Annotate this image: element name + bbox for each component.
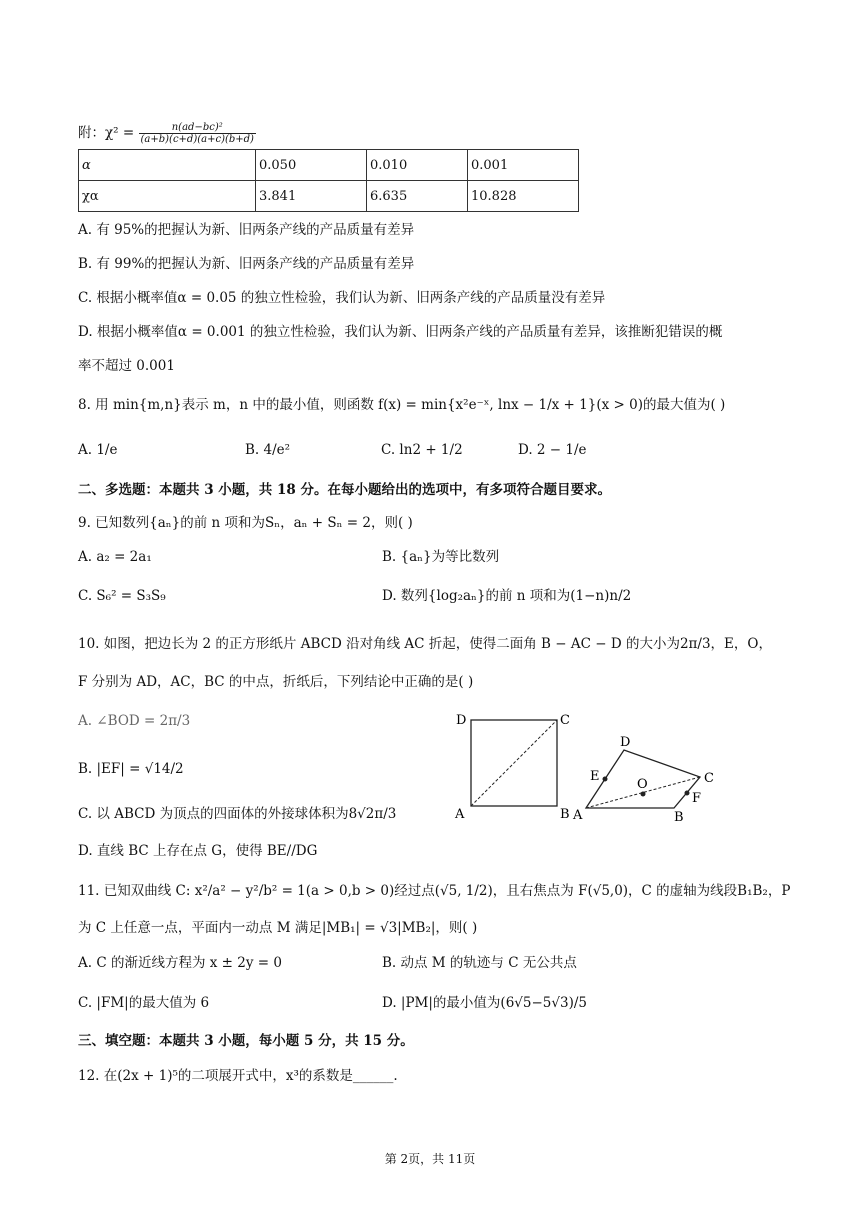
label-o: O	[637, 777, 648, 792]
q11-stem-line2: 为 C 上任意一点，平面内一动点 M 满足|MB₁| = √3|MB₂|，则( )	[78, 920, 478, 936]
label-c-folded: C	[704, 771, 714, 786]
point-f	[685, 791, 690, 796]
appendix-formula	[78, 122, 256, 145]
q7-option-b: B. 有 99%的把握认为新、旧两条产线的产品质量有差异	[78, 256, 415, 272]
label-b-folded: B	[674, 810, 684, 825]
label-c: C	[560, 713, 570, 728]
q8-option-c: C. ln2 + 1/2	[381, 442, 463, 458]
q10-folding-figure	[450, 706, 750, 826]
label-b: B	[560, 807, 570, 822]
q10-option-c: C. 以 ABCD 为顶点的四面体的外接球体积为8√2π/3	[78, 806, 397, 822]
q10-option-d: D. 直线 BC 上存在点 G，使得 BE//DG	[78, 843, 318, 859]
q9-option-c: C. S₆² = S₃S₉	[78, 588, 166, 604]
section-3-heading: 三、填空题：本题共 3 小题，每小题 5 分，共 15 分。	[78, 1033, 414, 1049]
diagonal-ac	[471, 720, 557, 806]
label-f: F	[692, 791, 702, 806]
q8-option-d: D. 2 − 1/e	[518, 442, 587, 458]
page-footer: 第 2页，共 11页	[384, 1152, 476, 1166]
table-cell: 10.828	[468, 181, 579, 212]
table-cell: 3.841	[256, 181, 367, 212]
table-cell: 0.010	[367, 150, 468, 181]
q11-option-a: A. C 的渐近线方程为 x ± 2y = 0	[78, 955, 282, 971]
q8-option-b: B. 4/e²	[245, 442, 291, 458]
table-cell: 0.001	[468, 150, 579, 181]
q7-option-d-line1: D. 根据小概率值α = 0.001 的独立性检验，我们认为新、旧两条产线的产品质量有差异，该推断犯错误的概	[78, 324, 723, 340]
q11-option-d: D. |PM|的最小值为(6√5−5√3)/5	[382, 995, 587, 1011]
q12-stem: 12. 在(2x + 1)⁵的二项展开式中，x³的系数是______.	[78, 1068, 398, 1084]
q8-option-a: A. 1/e	[78, 442, 118, 458]
q7-option-a: A. 有 95%的把握认为新、旧两条产线的产品质量有差异	[78, 222, 415, 238]
q9-option-a: A. a₂ = 2a₁	[78, 549, 152, 565]
q7-option-c: C. 根据小概率值α = 0.05 的独立性检验，我们认为新、旧两条产线的产品质量没有差异	[78, 290, 606, 306]
table-row	[79, 181, 579, 212]
label-d: D	[456, 713, 467, 728]
label-a: A	[455, 807, 465, 822]
label-d-folded: D	[620, 735, 631, 750]
table-cell: α	[79, 150, 256, 181]
critical-value-table	[78, 149, 579, 212]
q11-option-b: B. 动点 M 的轨迹与 C 无公共点	[382, 955, 577, 971]
q9-option-b: B. {aₙ}为等比数列	[382, 549, 500, 565]
table-row	[79, 150, 579, 181]
q11-option-c: C. |FM|的最大值为 6	[78, 995, 210, 1011]
label-e: E	[590, 769, 600, 784]
table-cell: 6.635	[367, 181, 468, 212]
formula-denominator: (a+b)(c+d)(a+c)(b+d)	[140, 134, 254, 145]
q8-stem: 8. 用 min{m,n}表示 m，n 中的最小值，则函数 f(x) = min{x²e⁻ˣ, lnx − 1/x + 1}(x > 0)的最大值为( )	[78, 397, 726, 413]
q7-option-d-line2: 率不超过 0.001	[78, 358, 175, 374]
chi-square-fraction	[139, 122, 256, 145]
q10-option-a: A. ∠BOD = 2π/3	[78, 713, 191, 729]
table-cell: 0.050	[256, 150, 367, 181]
q9-option-d: D. 数列{log₂aₙ}的前 n 项和为(1−n)n/2	[382, 588, 632, 604]
point-e	[603, 777, 608, 782]
appendix-label: 附：χ² =	[78, 125, 135, 141]
q11-stem-line1: 11. 已知双曲线 C: x²/a² − y²/b² = 1(a > 0,b > 0)经过点(√5, 1/2)，且右焦点为 F(√5,0)，C 的虚轴为线段B₁B₂，P	[78, 883, 791, 899]
section-2-heading: 二、多选题：本题共 3 小题，共 18 分。在每小题给出的选项中，有多项符合题目要求。	[78, 482, 611, 498]
q10-option-b: B. |EF| = √14/2	[78, 761, 184, 777]
label-a-folded: A	[573, 808, 583, 823]
q10-stem-line1: 10. 如图，把边长为 2 的正方形纸片 ABCD 沿对角线 AC 折起，使得二面角 B − AC − D 的大小为2π/3，E，O，	[78, 636, 772, 652]
table-cell: χα	[79, 181, 256, 212]
formula-numerator: n(ad−bc)²	[139, 122, 256, 134]
q9-stem: 9. 已知数列{aₙ}的前 n 项和为Sₙ，aₙ + Sₙ = 2，则( )	[78, 515, 413, 531]
q10-stem-line2: F 分别为 AD，AC，BC 的中点，折纸后，下列结论中正确的是( )	[78, 674, 474, 690]
point-o	[641, 792, 646, 797]
